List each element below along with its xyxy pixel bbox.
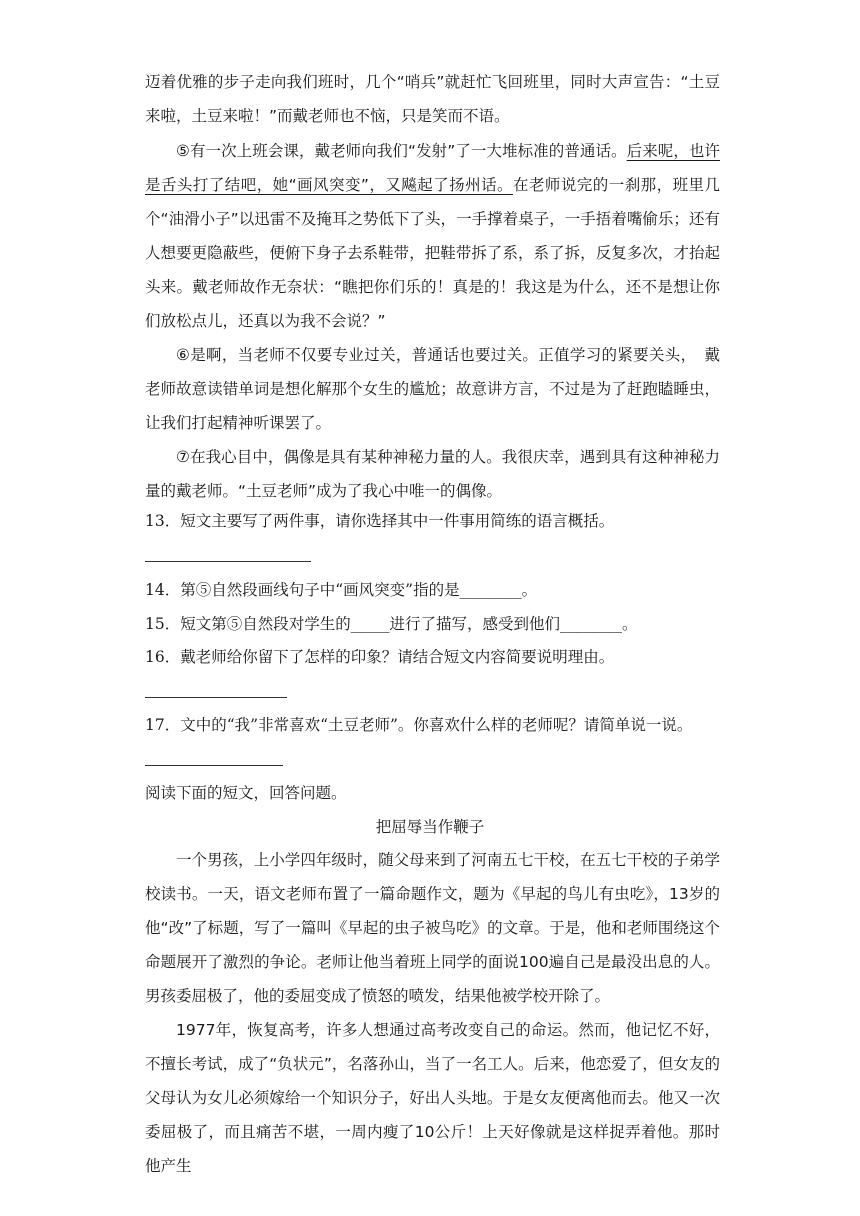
answer-line-17 [145, 765, 283, 766]
question-13: 13．短文主要写了两件事，请你选择其中一件事用简练的语言概括。 [145, 512, 615, 530]
paragraph-5-part-b: 在老师说完的一刹那，班里几个“油滑小子”以迅雷不及掩耳之势低下了头，一手撑着桌子，一手捂着嘴偷乐；还有人想要更隐蔽些，便俯下身子去系鞋带，把鞋带拆了系，系了拆，反复多次，才抬起头来。戴老师故作无奈状：“瞧把你们乐的！真是的！我这是为什么，还不是想让你们放松点儿，还真以为我不会说？” [145, 176, 720, 330]
question-16: 16．戴老师给你留下了怎样的印象？请结合短文内容简要说明理由。 [145, 648, 615, 666]
question-15: 15．短文第⑤自然段对学生的_____进行了描写，感受到他们________。 [145, 615, 638, 633]
paragraph-6: ⑥是啊，当老师不仅要专业过关，普通话也要过关。正值学习的紧要关头， 戴老师故意读错单词是想化解那个女生的尴尬；故意讲方言，不过是为了赶跑瞌睡虫，让我们打起精神听课罢了。 [145, 346, 720, 432]
passage-title: 把屈辱当作鞭子 [375, 818, 485, 836]
question-17: 17．文中的“我”非常喜欢“土豆老师”。你喜欢什么样的老师呢？请简单说一说。 [145, 716, 693, 734]
paragraph-5-part-a: ⑤有一次上班会课，戴老师向我们“发射”了一大堆标准的普通话。 [176, 142, 627, 160]
answer-line-16 [145, 697, 287, 698]
question-14: 14．第⑤自然段画线句子中“画风突变”指的是________。 [145, 581, 538, 599]
underlined-sentence: 后来呢，也许是舌头打了结吧，她“画风突变”，又飚起了扬州话。 [145, 142, 720, 194]
passage2-paragraph-1: 一个男孩，上小学四年级时，随父母来到了河南五七干校，在五七干校的子弟学校读书。一天，语文老师布置了一篇命题作文，题为《早起的鸟儿有虫吃》，13岁的他“改”了标题，写了一篇叫《早起的虫子被鸟吃》的文章。于是，他和老师围绕这个命题展开了激烈的争论。老师让他当着班上同学的面说100遍自己是最没出息的人。男孩委屈极了，他的委屈变成了愤怒的喷发，结果他被学校开除了。 [145, 851, 720, 1005]
reading-instruction: 阅读下面的短文，回答问题。 [145, 784, 347, 802]
paragraph-5 [145, 134, 720, 338]
answer-line-13 [145, 561, 311, 562]
paragraph-7: ⑦在我心目中，偶像是具有某种神秘力量的人。我很庆幸，遇到具有这种神秘力量的戴老师。“土豆老师”成为了我心中唯一的偶像。 [145, 448, 720, 500]
passage2-paragraph-2: 1977年，恢复高考，许多人想通过高考改变自己的命运。然而，他记忆不好，不擅长考试，成了“负状元”，名落孙山，当了一名工人。后来，他恋爱了，但女友的父母认为女儿必须嫁给一个知识分子，好出人头地。于是女友便离他而去。他又一次委屈极了，而且痛苦不堪，一周内瘦了10公斤！上天好像就是这样捉弄着他。那时他产生 [145, 1021, 720, 1175]
paragraph-continued: 迈着优雅的步子走向我们班时，几个“哨兵”就赶忙飞回班里，同时大声宣告：“土豆来啦，土豆来啦！”而戴老师也不恼，只是笑而不语。 [145, 73, 720, 125]
